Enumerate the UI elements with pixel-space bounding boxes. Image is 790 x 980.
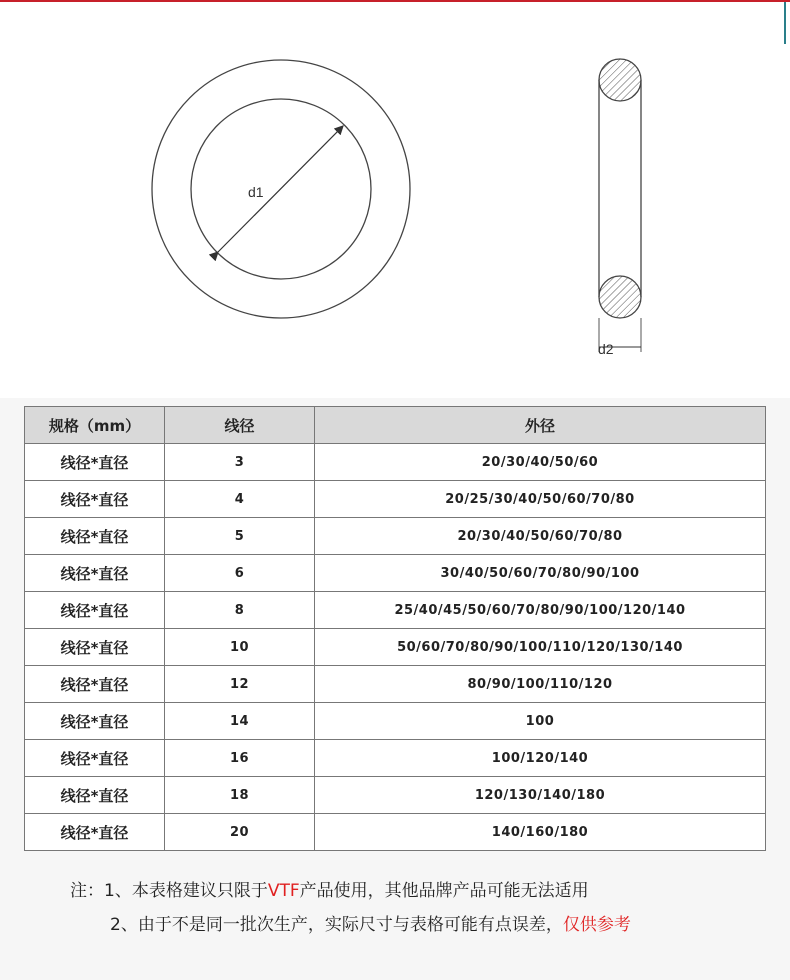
section-bottom-circle <box>599 276 641 318</box>
wire-cell: 3 <box>165 444 315 481</box>
outer-cell: 30/40/50/60/70/80/90/100 <box>315 555 766 592</box>
header-spec: 规格（mm） <box>25 407 165 444</box>
outer-cell: 25/40/45/50/60/70/80/90/100/120/140 <box>315 592 766 629</box>
spec-cell: 线径*直径 <box>25 777 165 814</box>
wire-cell: 5 <box>165 518 315 555</box>
table-row <box>25 814 766 851</box>
wire-cell: 6 <box>165 555 315 592</box>
outer-cell: 140/160/180 <box>315 814 766 851</box>
table-row <box>25 777 766 814</box>
table-row <box>25 444 766 481</box>
outer-cell: 20/30/40/50/60 <box>315 444 766 481</box>
wire-cell: 8 <box>165 592 315 629</box>
table-row <box>25 518 766 555</box>
wire-cell: 12 <box>165 666 315 703</box>
o-ring-spec-table <box>24 406 766 851</box>
header-wire-diameter: 线径 <box>165 407 315 444</box>
section-top-circle <box>599 59 641 101</box>
header-outer-diameter: 外径 <box>315 407 766 444</box>
table-row <box>25 703 766 740</box>
usage-notes <box>70 874 631 942</box>
o-ring-technical-drawing <box>0 0 790 398</box>
spec-cell: 线径*直径 <box>25 481 165 518</box>
spec-cell: 线径*直径 <box>25 518 165 555</box>
d1-label: d1 <box>248 184 264 200</box>
wire-cell: 18 <box>165 777 315 814</box>
table-row <box>25 740 766 777</box>
wire-cell: 14 <box>165 703 315 740</box>
spec-cell: 线径*直径 <box>25 814 165 851</box>
spec-cell: 线径*直径 <box>25 666 165 703</box>
outer-cell: 20/30/40/50/60/70/80 <box>315 518 766 555</box>
outer-cell: 80/90/100/110/120 <box>315 666 766 703</box>
outer-cell: 100 <box>315 703 766 740</box>
spec-cell: 线径*直径 <box>25 703 165 740</box>
note1-suffix: 产品使用，其他品牌产品可能无法适用 <box>299 881 589 901</box>
wire-cell: 10 <box>165 629 315 666</box>
wire-cell: 20 <box>165 814 315 851</box>
outer-cell: 50/60/70/80/90/100/110/120/130/140 <box>315 629 766 666</box>
note1-brand: VTF <box>267 881 300 901</box>
table-row <box>25 666 766 703</box>
table-header-row <box>25 407 766 444</box>
outer-cell: 20/25/30/40/50/60/70/80 <box>315 481 766 518</box>
table-row <box>25 629 766 666</box>
note-line-1 <box>70 874 631 908</box>
wire-cell: 4 <box>165 481 315 518</box>
table-row <box>25 592 766 629</box>
spec-cell: 线径*直径 <box>25 444 165 481</box>
d2-label: d2 <box>598 341 614 357</box>
d1-dimension-line <box>218 126 343 252</box>
outer-cell: 100/120/140 <box>315 740 766 777</box>
wire-cell: 16 <box>165 740 315 777</box>
spec-cell: 线径*直径 <box>25 555 165 592</box>
note2-highlight: 仅供参考 <box>562 915 631 935</box>
spec-cell: 线径*直径 <box>25 740 165 777</box>
table-row <box>25 555 766 592</box>
spec-cell: 线径*直径 <box>25 592 165 629</box>
note-line-2 <box>70 908 631 942</box>
note1-prefix: 注：1、本表格建议只限于 <box>70 881 268 901</box>
spec-cell: 线径*直径 <box>25 629 165 666</box>
note2-prefix: 2、由于不是同一批次生产，实际尺寸与表格可能有点误差， <box>110 915 563 935</box>
table-row <box>25 481 766 518</box>
outer-cell: 120/130/140/180 <box>315 777 766 814</box>
o-ring-svg <box>0 0 790 398</box>
